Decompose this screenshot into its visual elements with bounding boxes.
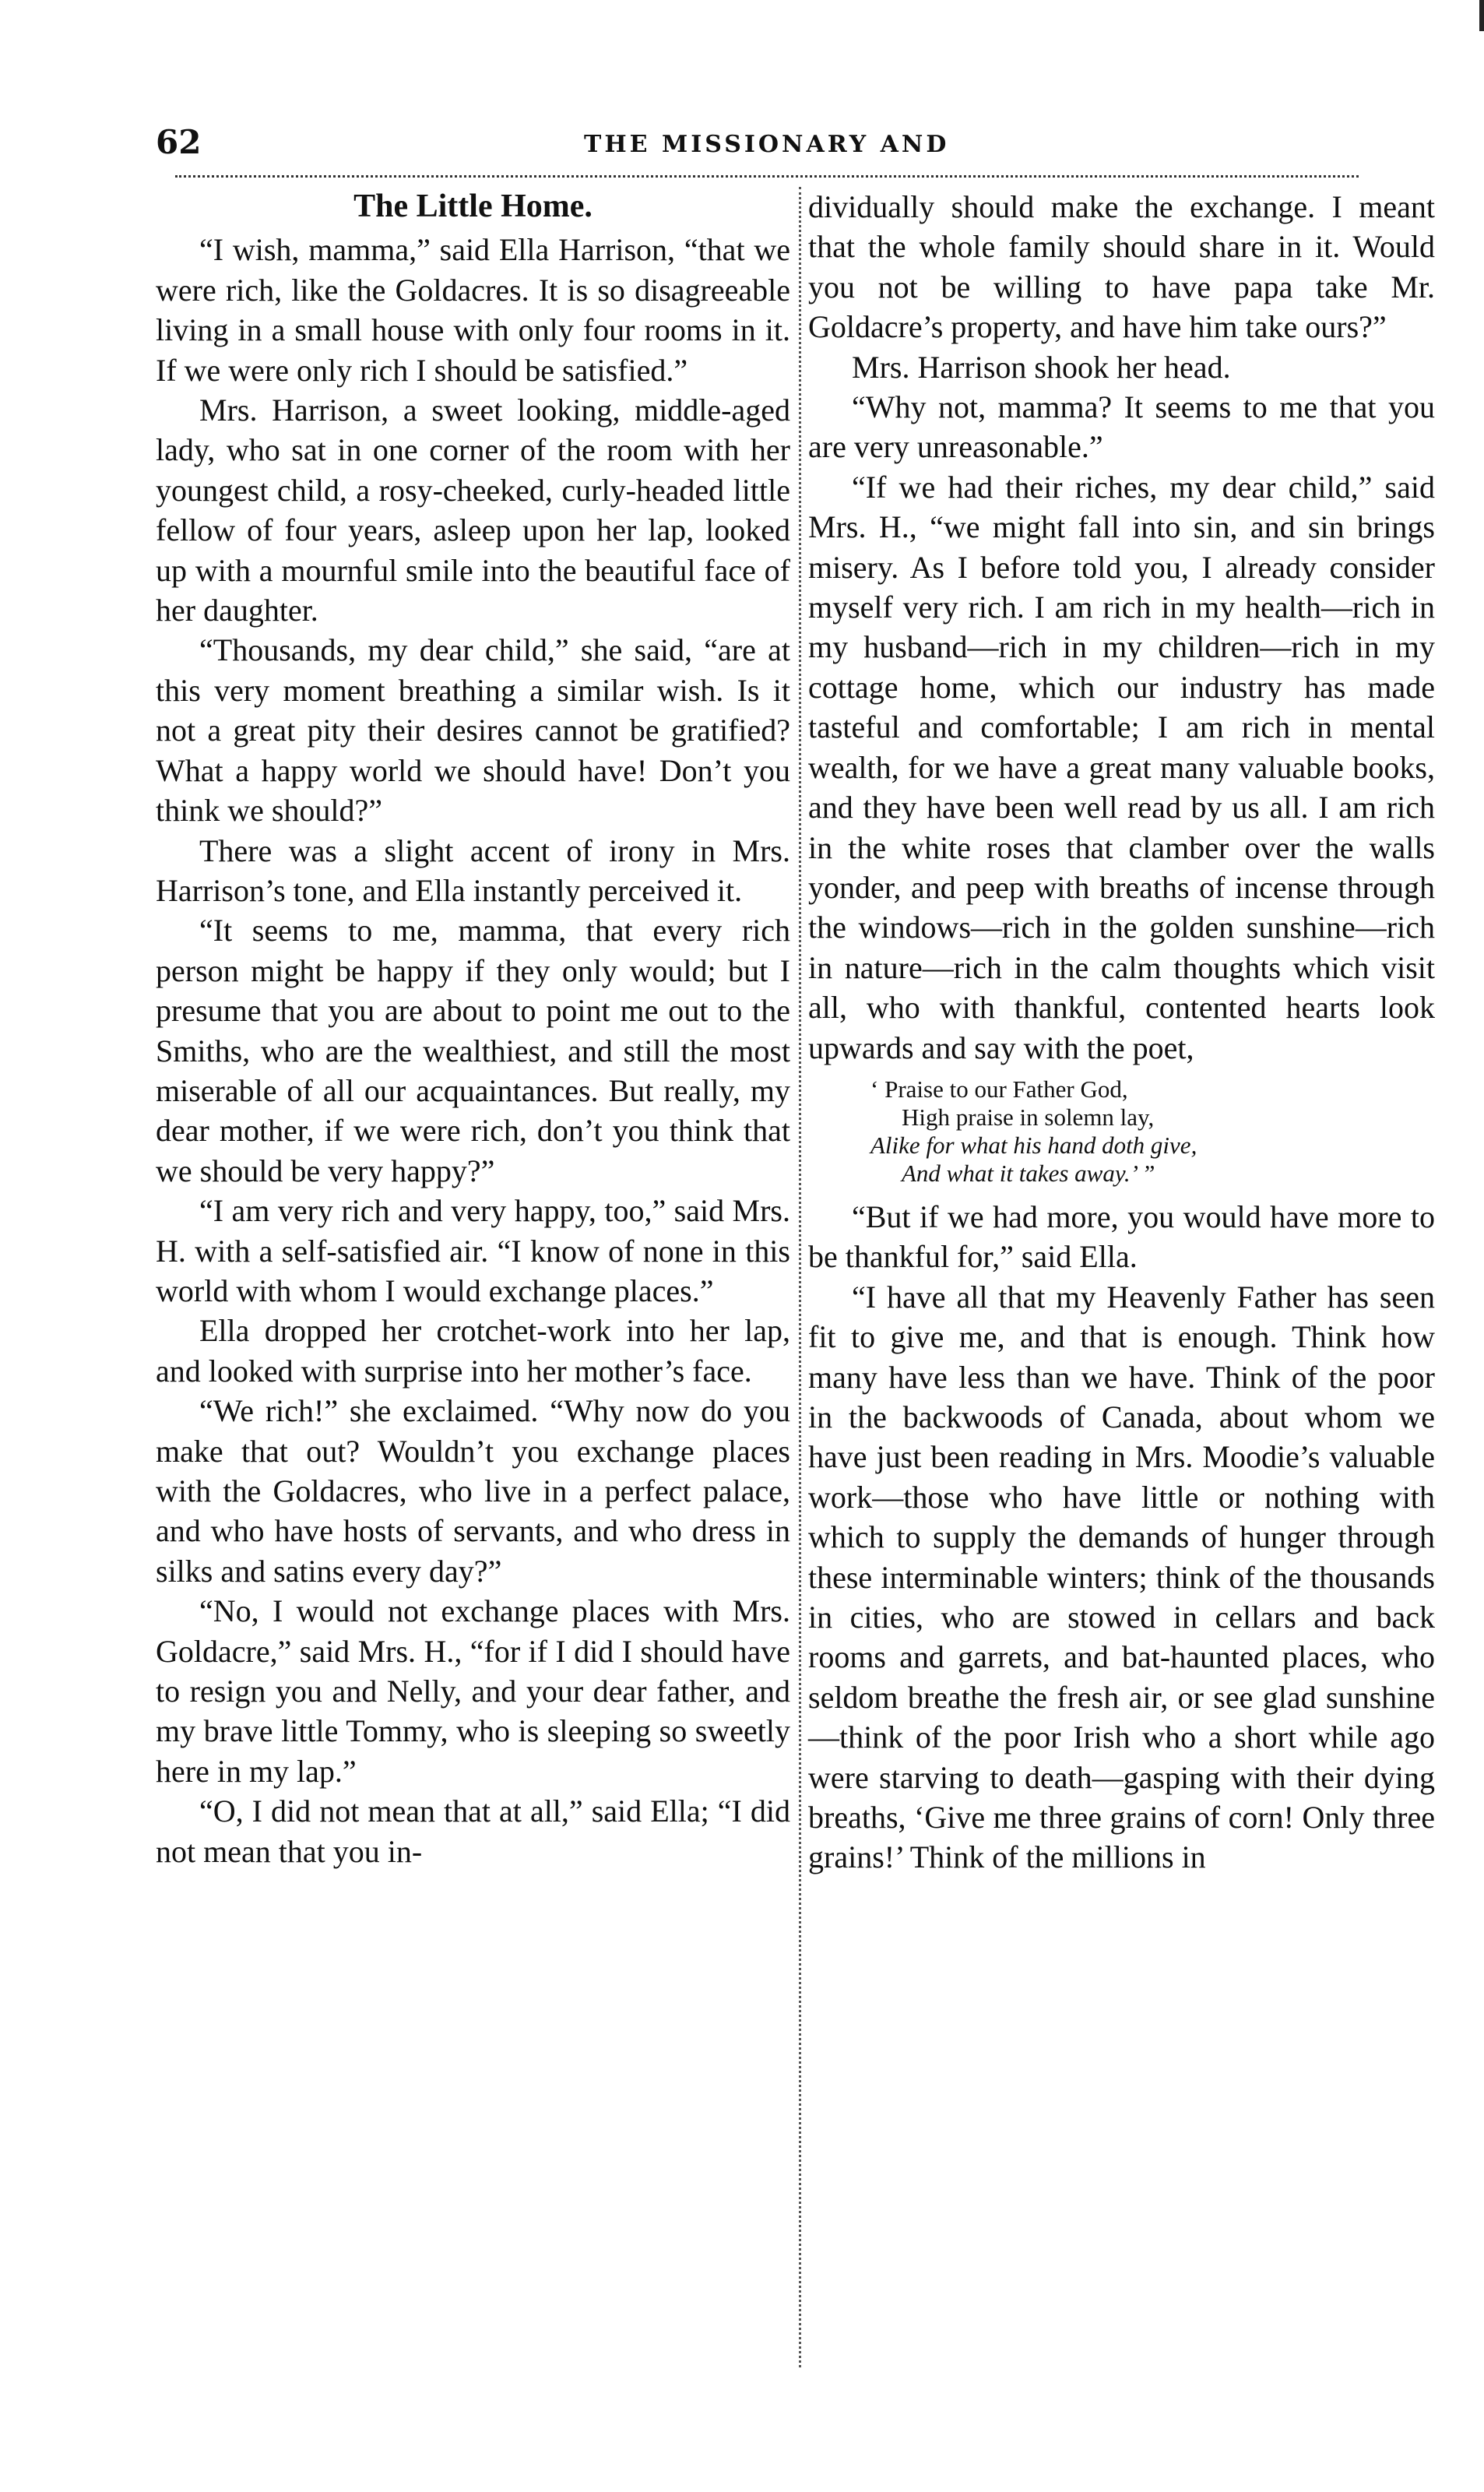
paragraph: Mrs. Harrison shook her head.	[852, 349, 1231, 385]
paragraph: There was a slight accent of irony in Mrs. Harrison’s tone, and Ella instantly perceived it.	[156, 832, 790, 908]
column-divider	[799, 187, 801, 2367]
paragraph: “But if we had more, you would have more to be thankful for,” said Ella.	[808, 1198, 1435, 1275]
header-rule	[175, 175, 1359, 178]
paragraph: dividually should make the exchange. I meant that the whole family should share in it. Would you not be willing to have papa take Mr. Goldacre’s property, and have him take ours?”	[808, 189, 1435, 345]
paragraph: Mrs. Harrison, a sweet looking, middle-aged lady, who sat in one corner of the room with her youngest child, a rosy-cheeked, curly-headed little fellow of four years, asleep upon her lap, looked up with a mournful smile into the beautiful face of her daughter.	[156, 392, 790, 628]
paragraph: “No, I would not exchange places with Mrs. Goldacre,” said Mrs. H., “for if I did I should have to resign you and Nelly, and your dear father, and my brave little Tommy, who is sleeping so sweetly here in my lap.”	[156, 1593, 790, 1789]
paragraph: “O, I did not mean that at all,” said Ella; “I did not mean that you in-	[156, 1793, 790, 1869]
article-title: The Little Home.	[353, 188, 593, 224]
page-number: 62	[156, 123, 202, 161]
running-head-title: THE MISSIONARY AND	[584, 131, 950, 158]
poem-quote	[808, 1075, 1435, 1188]
paragraph: “Thousands, my dear child,” she said, “are at this very moment breathing a similar wish. Is it not a great pity their desires cannot be gratified? What a happy world we should have! Don’t you think we should?”	[156, 632, 790, 829]
paragraph: “I am very rich and very happy, too,” said Mrs. H. with a self-satisfied air. “I know of none in this world with whom I would exchange places.”	[156, 1193, 790, 1308]
poem-line: Alike for what his hand doth give,	[870, 1131, 1197, 1159]
paragraph: “If we had their riches, my dear child,” said Mrs. H., “we might fall into sin, and sin brings misery. As I before told you, I already consider myself very rich. I am rich in my health—rich in my husband—rich in my children—rich in my cottage home, which our industry has made tasteful and comfortable; I am rich in mental wealth, for we have a great many valuable books, and they have been well read by us all. I am rich in the white roses that clamber over the walls yonder, and peep with breaths of incense through the windows—rich in the golden sunshine—rich in nature—rich in the calm thoughts which visit all, who with thankful, contented hearts look upwards and say with the poet,	[808, 469, 1435, 1065]
poem-line: ‘ Praise to our Father God,	[870, 1075, 1128, 1103]
paragraph: “I wish, mamma,” said Ella Harrison, “that we were rich, like the Goldacres. It is so disagreeable living in a small house with only four rooms in it. If we were only rich I should be satisfied.”	[156, 232, 790, 388]
paragraph: “I have all that my Heavenly Father has seen fit to give me, and that is enough. Think how many have less than we have. Think of the poor in the backwoods of Canada, about whom we have just been reading in Mrs. Moodie’s valuable work—those who have little or nothing with which to supply the demands of hunger through these interminable winters; think of the thousands in cities, who are stowed in cellars and back rooms and garrets, and bat-haunted places, who seldom breathe the fresh air, or see glad sunshine—think of the poor Irish who a short while ago were starving to death—gasping with their dying breaths, ‘Give me three grains of corn! Only three grains!’ Think of the millions in	[808, 1279, 1435, 1875]
poem-line: And what it takes away.’ ”	[902, 1159, 1155, 1187]
running-head	[148, 123, 1440, 170]
right-column	[808, 187, 1435, 1878]
paragraph: Ella dropped her crotchet-work into her lap, and looked with surprise into her mother’s face.	[156, 1313, 790, 1389]
page-edge-mark	[1479, 0, 1484, 31]
poem-line: High praise in solemn lay,	[902, 1103, 1155, 1131]
paragraph: “It seems to me, mamma, that every rich person might be happy if they only would; but I presume that you are about to point me out to the Smiths, who are the wealthiest, and still the most miserable of all our acquaintances. But really, my dear mother, if we were rich, don’t you think that we should be very happy?”	[156, 913, 790, 1188]
paragraph: “We rich!” she exclaimed. “Why now do you make that out? Wouldn’t you exchange places with the Goldacres, who live in a perfect palace, and who have hosts of servants, and who dress in silks and satins every day?”	[156, 1393, 790, 1589]
left-column	[156, 187, 790, 1871]
paragraph: “Why not, mamma? It seems to me that you are very unreasonable.”	[808, 389, 1435, 465]
